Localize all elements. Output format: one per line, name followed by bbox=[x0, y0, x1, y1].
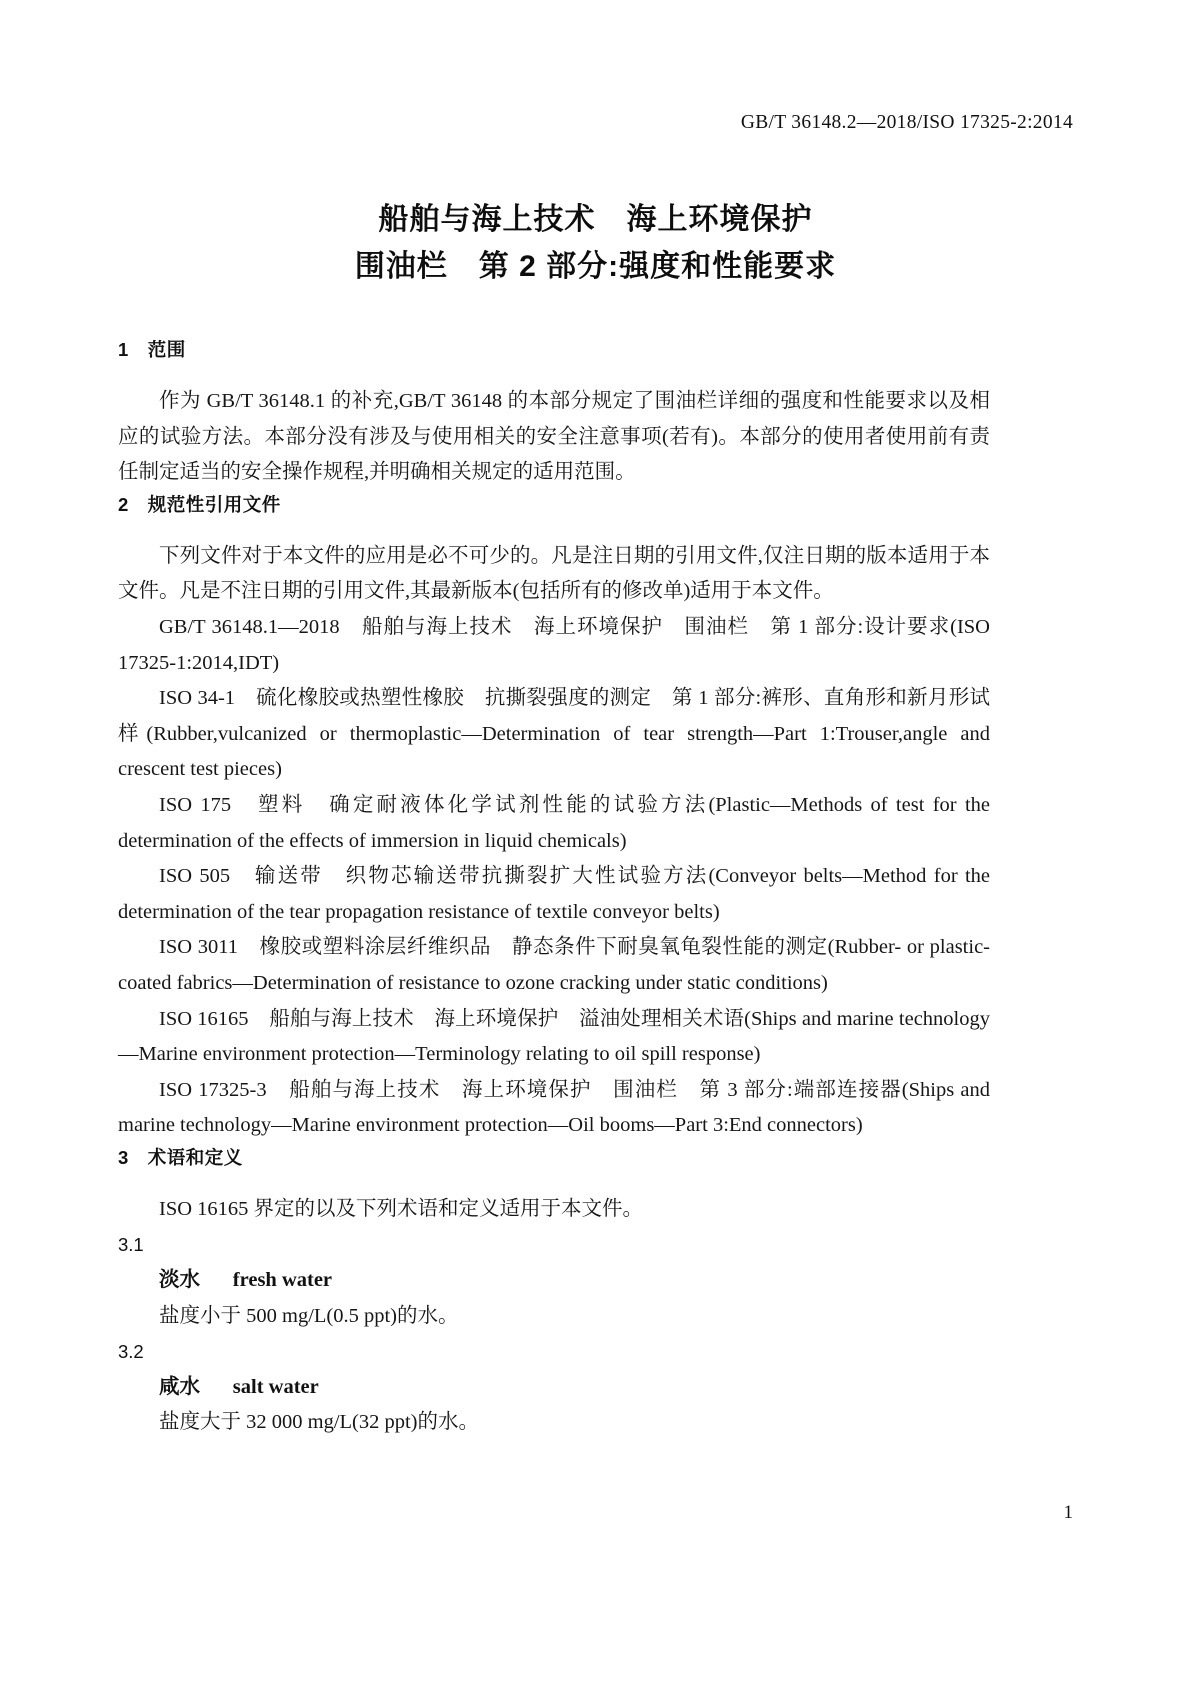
term-name-cn: 淡水 bbox=[159, 1269, 200, 1292]
reference-item: ISO 16165 船舶与海上技术 海上环境保护 溢油处理相关术语(Ships and marine technology—Marine environment protection—Terminology relating to oil spill response) bbox=[118, 1007, 990, 1066]
term-number: 3.2 bbox=[118, 1341, 144, 1363]
document-title bbox=[118, 196, 1073, 290]
reference-item: ISO 3011 橡胶或塑料涂层纤维织品 静态条件下耐臭氧龟裂性能的测定(Rubber- or plastic-coated fabrics—Determination of resistance to ozone cracking under static conditions) bbox=[118, 936, 990, 994]
reference-item: GB/T 36148.1—2018 船舶与海上技术 海上环境保护 围油栏 第 1 部分:设计要求(ISO 17325-1:2014,IDT) bbox=[118, 615, 990, 674]
document-body bbox=[118, 336, 990, 1441]
clause-heading-terms-and-definitions: 3 术语和定义 bbox=[118, 1146, 243, 1168]
clause-heading-normative-references: 2 规范性引用文件 bbox=[118, 493, 281, 515]
running-header bbox=[118, 112, 1073, 134]
terms-intro: ISO 16165 界定的以及下列术语和定义适用于本文件。 bbox=[159, 1197, 644, 1220]
term-number: 3.1 bbox=[118, 1234, 144, 1256]
term-definition: 盐度小于 500 mg/L(0.5 ppt)的水。 bbox=[159, 1304, 459, 1327]
term-name-en: salt water bbox=[232, 1375, 319, 1398]
term-name-en: fresh water bbox=[232, 1269, 333, 1292]
term-definition: 盐度大于 32 000 mg/L(32 ppt)的水。 bbox=[159, 1411, 480, 1434]
reference-item: ISO 505 输送带 织物芯输送带抗撕裂扩大性试验方法(Conveyor belts—Method for the determination of the tear propagation resistance of textile conveyor belts) bbox=[118, 865, 990, 923]
term-name-cn: 咸水 bbox=[159, 1375, 200, 1398]
reference-item: ISO 17325-3 船舶与海上技术 海上环境保护 围油栏 第 3 部分:端部连接器(Ships and marine technology—Marine environment protection—Oil booms—Part 3:End connectors) bbox=[118, 1078, 990, 1137]
normative-references-intro: 下列文件对于本文件的应用是必不可少的。凡是注日期的引用文件,仅注日期的版本适用于本文件。凡是不注日期的引用文件,其最新版本(包括所有的修改单)适用于本文件。 bbox=[118, 544, 990, 603]
reference-item: ISO 34-1 硫化橡胶或热塑性橡胶 抗撕裂强度的测定 第 1 部分:裤形、直角形和新月形试样(Rubber,vulcanized or thermoplastic—Determination of tear strength—Part 1:Trouser,angle and crescent test pieces) bbox=[118, 687, 990, 781]
clause-heading-scope: 1 范围 bbox=[118, 339, 186, 360]
title-line-1: 船舶与海上技术 海上环境保护 bbox=[378, 203, 813, 236]
reference-item: ISO 175 塑料 确定耐液体化学试剂性能的试验方法(Plastic—Methods of test for the determination of the effects of immersion in liquid chemicals) bbox=[118, 793, 990, 852]
term-heading bbox=[118, 1263, 990, 1299]
scope-paragraph: 作为 GB/T 36148.1 的补充,GB/T 36148 的本部分规定了围油栏详细的强度和性能要求以及相应的试验方法。本部分没有涉及与使用相关的安全注意事项(若有)。本部分的使用者使用前有责任制定适当的安全操作规程,并明确相关规定的适用范围。 bbox=[118, 390, 990, 484]
page-number: 1 bbox=[1063, 1502, 1073, 1523]
title-line-2: 围油栏 第 2 部分:强度和性能要求 bbox=[354, 250, 837, 283]
standard-reference: GB/T 36148.2—2018/ISO 17325-2:2014 bbox=[740, 112, 1073, 133]
term-heading bbox=[118, 1370, 990, 1406]
